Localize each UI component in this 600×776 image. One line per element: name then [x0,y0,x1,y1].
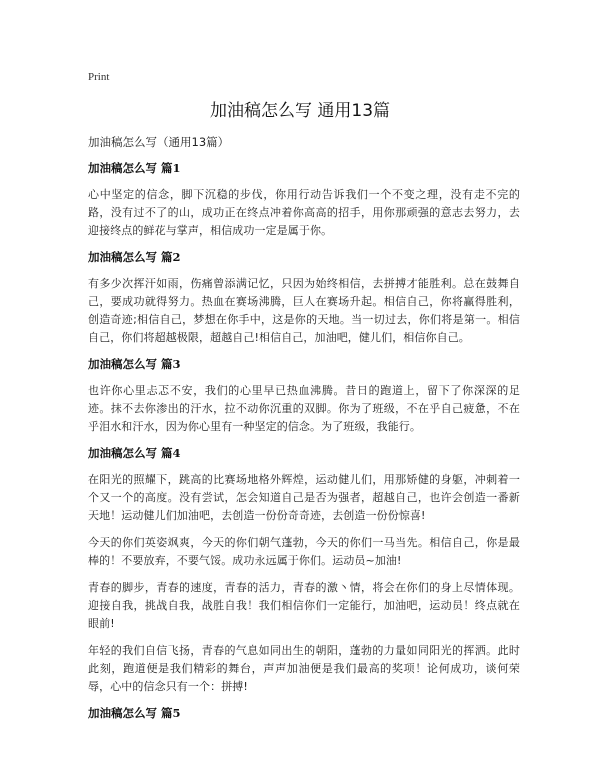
paragraph: 青春的脚步，青春的速度，青春的活力，青春的激丶情，将会在你们的身上尽情体现。迎接自我，挑战自我，战胜自我！我们相信你们一定能行，加油吧，运动员！终点就在眼前! [88,581,520,630]
section-2 [88,249,520,347]
paragraph: 有多少次挥汗如雨，伤痛曾添满记忆，只因为始终相信，去拼搏才能胜利。总在鼓舞自己，要成功就得努力。热血在赛场沸腾，巨人在赛场升起。相信自己，你将赢得胜利，创造奇迹;相信自己，梦想在你手中，这是你的天地。当一切过去，你们将是第一。相信自己，你们将超越极限，超越自己!相信自己，加油吧，健儿们，相信你自己。 [88,277,520,344]
section-4 [88,445,520,696]
paragraph: 年轻的我们自信飞扬，青春的气息如同出生的朝阳，蓬勃的力量如同阳光的挥洒。此时此刻，跑道便是我们精彩的舞台，声声加油便是我们最高的奖项！论何成功，谈何荣辱，心中的信念只有一个：拼搏! [88,644,520,693]
paragraph: 今天的你们英姿飒爽，今天的你们朝气蓬勃，今天的你们一马当先。相信自己，你是最棒的！不要放弃，不要气馁。成功永远属于你们。运动员~加油! [88,536,520,567]
section-5 [88,705,520,721]
section-heading: 加油稿怎么写 篇4 [88,446,181,460]
section-heading: 加油稿怎么写 篇5 [88,706,181,720]
article-body [88,160,520,731]
section-1 [88,160,520,240]
paragraph: 心中坚定的信念，脚下沉稳的步伐，你用行动告诉我们一个不变之理，没有走不完的路，没有过不了的山，成功正在终点冲着你高高的招手，用你那顽强的意志去努力，去迎接终点的鲜花与掌声，相信成功一定是属于你。 [88,188,520,237]
document-title: 加油稿怎么写 通用13篇 [209,101,391,121]
document-subtitle: 加油稿怎么写（通用13篇） [88,135,230,149]
paragraph: 在阳光的照耀下，跳高的比赛场地格外辉煌，运动健儿们，用那矫健的身躯，冲刺着一个又一个的高度。没有尝试，怎会知道自己是否为强者，超越自己，也许会创造一番新天地！运动健儿们加油吧，去创造一份份奇奇迹，去创造一份份惊喜! [88,473,520,522]
section-heading: 加油稿怎么写 篇1 [88,161,181,175]
section-3 [88,356,520,436]
paragraph: 也许你心里忐忑不安，我们的心里早已热血沸腾。昔日的跑道上，留下了你深深的足迹。抹不去你渗出的汗水，拉不动你沉重的双脚。你为了班级，不在乎自己疲惫，不在乎泪水和汗水，因为你心里有一种坚定的信念。为了班级，我能行。 [88,384,520,433]
section-heading: 加油稿怎么写 篇2 [88,250,181,264]
section-heading: 加油稿怎么写 篇3 [88,357,181,371]
print-link[interactable]: Print [88,71,110,83]
